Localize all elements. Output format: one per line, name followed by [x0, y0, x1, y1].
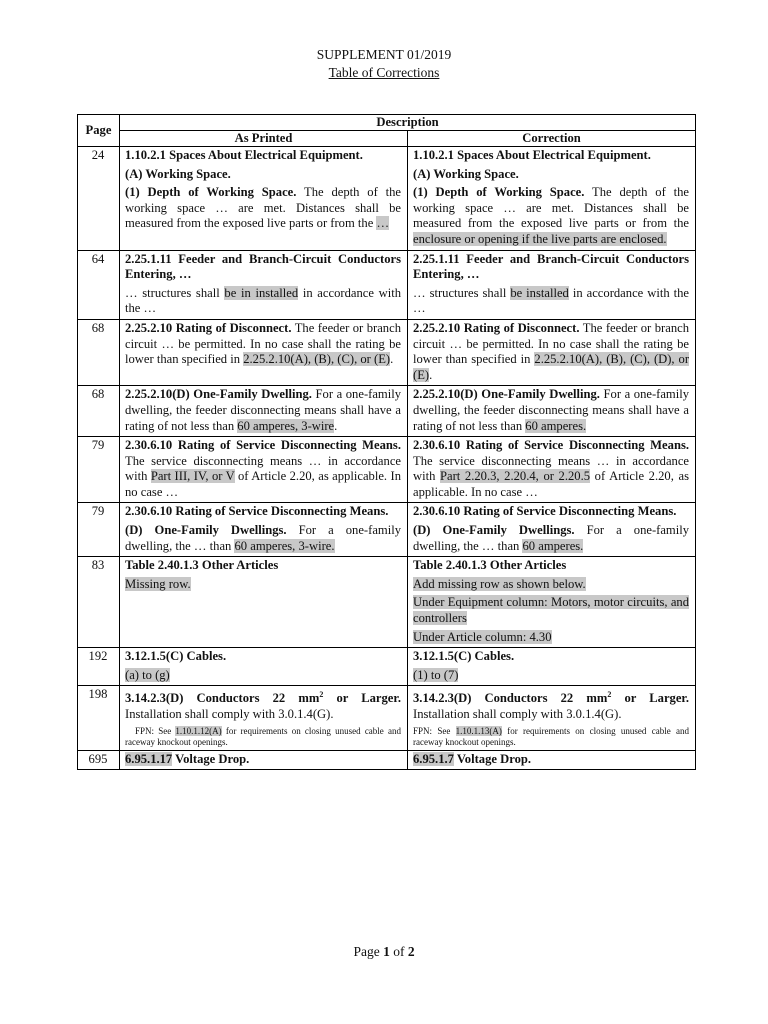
highlighted-text: Add missing row as shown below. [413, 576, 586, 591]
text-segment: (D) One-Family Dwellings. [413, 523, 575, 538]
text-segment: Voltage Drop. [453, 751, 532, 766]
table-row [78, 750, 696, 770]
text-segment: 2.25.1.11 Feeder and Branch-Circuit Conductors Entering, … [413, 251, 690, 282]
page-number-cell: 695 [78, 750, 120, 770]
as-printed-cell [120, 750, 408, 770]
text-segment: 2.25.2.10(D) One-Family Dwelling. [125, 387, 312, 402]
text-segment: The feeder or branch circuit … be permitted. In no case shall the rating be lower than specified in [413, 320, 690, 367]
cell-paragraph [413, 387, 689, 434]
text-segment: 2.25.2.10 Rating of Disconnect. [413, 320, 580, 335]
text-segment: For a one-family dwelling, the feeder disconnecting means shall have a rating of not less than [413, 387, 690, 433]
cell-paragraph [413, 148, 689, 164]
text-segment: 1.10.2.1 Spaces About Electrical Equipment. [125, 148, 363, 162]
page-number-cell: 68 [78, 386, 120, 437]
cell-paragraph [413, 649, 689, 665]
cell-paragraph [125, 321, 401, 368]
highlighted-text: Under Equipment column: Motors, motor circuits, and controllers [413, 595, 690, 626]
cell-paragraph [413, 687, 689, 722]
highlighted-text: 1.10.1.12(A) [175, 725, 222, 736]
as-printed-cell [120, 648, 408, 686]
header-row-sub [78, 131, 696, 147]
header-row-top [78, 115, 696, 131]
highlighted-text: be installed [510, 285, 569, 300]
cell-paragraph [125, 668, 401, 684]
document-header [0, 46, 768, 82]
supplement-title: SUPPLEMENT 01/2019 [316, 47, 452, 62]
cell-paragraph [125, 387, 401, 434]
cell-paragraph [125, 167, 401, 183]
cell-paragraph [125, 185, 401, 232]
text-segment: Installation shall comply with 3.0.1.4(G). [413, 707, 622, 722]
current-page-number: 1 [383, 944, 390, 959]
page-number-cell: 79 [78, 437, 120, 503]
correction-cell [408, 503, 696, 557]
table-row [78, 250, 696, 319]
page-number-cell: 79 [78, 503, 120, 557]
highlighted-text: Missing row. [125, 576, 191, 591]
text-segment: 2.30.6.10 Rating of Service Disconnecting Means. [413, 438, 690, 453]
highlighted-text: enclosure or opening if the live parts are enclosed. [413, 231, 667, 246]
text-segment: 3.12.1.5(C) Cables. [125, 649, 227, 664]
text-segment: (A) Working Space. [413, 166, 519, 181]
total-pages-number: 2 [407, 944, 415, 959]
page-number-cell: 64 [78, 250, 120, 319]
cell-paragraph [125, 148, 401, 164]
cell-paragraph [413, 438, 689, 500]
cell-paragraph [125, 726, 401, 748]
cell-paragraph [413, 523, 689, 554]
text-segment: Table 2.40.1.3 Other Articles [413, 558, 567, 573]
text-segment: The feeder or branch circuit … be permitted. In no case shall the rating be lower than specified in [125, 320, 401, 367]
text-segment: 3.12.1.5(C) Cables. [413, 649, 515, 664]
highlighted-text: Under Article column: 4.30 [413, 629, 552, 644]
text-segment: 2 [319, 690, 324, 700]
footer-prefix: Page [353, 944, 384, 959]
table-row [78, 437, 696, 503]
highlighted-text: 2.25.2.10(A), (B), (C), (D), or (E) [413, 352, 690, 382]
table-header [78, 115, 696, 147]
cell-paragraph [413, 630, 689, 646]
correction-column-header: Correction [408, 131, 696, 147]
table-row [78, 686, 696, 750]
text-segment: 2.25.2.10 Rating of Disconnect. [125, 320, 292, 335]
cell-paragraph [413, 252, 689, 283]
table-row [78, 648, 696, 686]
cell-paragraph [413, 668, 689, 684]
table-subtitle: Table of Corrections [328, 65, 440, 80]
text-segment: for requirements on closing unused cable and raceway knockout openings. [125, 725, 401, 747]
correction-cell [408, 648, 696, 686]
highlighted-text: 60 amperes, 3-wire [237, 418, 335, 433]
cell-paragraph [125, 504, 401, 520]
page-number-cell: 198 [78, 686, 120, 750]
cell-paragraph [125, 752, 401, 768]
cell-paragraph [413, 752, 689, 768]
highlighted-text: 6.95.1.17 [125, 751, 173, 766]
correction-cell [408, 250, 696, 319]
text-segment: . [334, 418, 338, 433]
as-printed-cell [120, 437, 408, 503]
text-segment: 3.14.2.3(D) Conductors 22 mm [125, 691, 320, 706]
highlighted-text: be in installed [224, 285, 299, 300]
cell-paragraph [413, 286, 689, 317]
correction-cell [408, 686, 696, 750]
highlighted-text: (1) to (7) [413, 667, 459, 682]
text-segment: in accordance with the … [413, 285, 689, 316]
cell-paragraph [125, 286, 401, 317]
correction-cell [408, 386, 696, 437]
text-segment: of Article 2.20, as applicable. In no case … [125, 469, 401, 499]
as-printed-column-header: As Printed [120, 131, 408, 147]
cell-paragraph [125, 687, 401, 722]
correction-cell [408, 319, 696, 385]
text-segment: . [429, 367, 433, 382]
page-number-cell: 24 [78, 147, 120, 251]
text-segment: (D) One-Family Dwellings. [125, 523, 287, 538]
as-printed-cell [120, 147, 408, 251]
text-segment: 2.25.1.11 Feeder and Branch-Circuit Conductors Entering, … [125, 251, 401, 282]
text-segment: for requirements on closing unused cable and raceway knockout openings. [413, 725, 690, 747]
cell-paragraph [125, 558, 401, 574]
text-segment: … structures shall [125, 285, 225, 300]
highlighted-text: 1.10.1.13(A) [455, 725, 502, 736]
correction-cell [408, 557, 696, 648]
page-number-cell: 83 [78, 557, 120, 648]
cell-paragraph [125, 577, 401, 593]
text-segment: For a one-family dwelling, the … than [413, 523, 690, 553]
correction-cell [408, 437, 696, 503]
cell-paragraph [413, 726, 689, 748]
table-row [78, 147, 696, 251]
as-printed-cell [120, 503, 408, 557]
cell-paragraph [413, 504, 689, 520]
table-row [78, 503, 696, 557]
text-segment: For a one-family dwelling, the feeder disconnecting means shall have a rating of not less than [125, 387, 402, 433]
text-segment: For a one-family dwelling, the … than [125, 523, 401, 553]
page-footer [0, 944, 768, 960]
text-segment: . [390, 352, 394, 367]
page-number-cell: 192 [78, 648, 120, 686]
text-segment: The service disconnecting means … in accordance with [125, 453, 401, 484]
cell-paragraph [125, 438, 401, 500]
footer-of: of [389, 944, 408, 959]
highlighted-text: 60 amperes. [522, 538, 584, 553]
text-segment: 3.14.2.3(D) Conductors 22 mm [413, 691, 608, 706]
as-printed-cell [120, 686, 408, 750]
corrections-table [77, 114, 696, 770]
text-segment: in accordance with the … [125, 285, 401, 316]
highlighted-text: Part 2.20.3, 2.20.4, or 2.20.5 [440, 469, 591, 484]
cell-paragraph [125, 252, 401, 283]
cell-paragraph [125, 649, 401, 665]
text-segment: or Larger. [611, 691, 690, 706]
text-segment: (A) Working Space. [125, 166, 231, 181]
table-row [78, 319, 696, 385]
correction-cell [408, 750, 696, 770]
page-number-cell: 68 [78, 319, 120, 385]
text-segment: 2 [607, 690, 612, 700]
text-segment: of Article 2.20, as applicable. In no case … [413, 469, 689, 499]
table-row [78, 557, 696, 648]
correction-cell [408, 147, 696, 251]
table-body [78, 147, 696, 770]
cell-paragraph [413, 167, 689, 183]
text-segment: FPN: See [135, 725, 176, 736]
text-segment: Installation shall comply with 3.0.1.4(G). [125, 707, 334, 722]
text-segment: Voltage Drop. [172, 751, 250, 766]
as-printed-cell [120, 319, 408, 385]
text-segment: Table 2.40.1.3 Other Articles [125, 558, 279, 573]
text-segment: (1) Depth of Working Space. [125, 185, 297, 200]
highlighted-text: 60 amperes. [525, 418, 587, 433]
highlighted-text: 6.95.1.7 [413, 751, 454, 766]
page-column-header: Page [78, 115, 120, 147]
text-segment: The depth of the working space … are met. Distances shall be measured from the exposed live parts or from the [413, 185, 690, 231]
as-printed-cell [120, 386, 408, 437]
cell-paragraph [125, 523, 401, 554]
highlighted-text: (a) to (g) [125, 667, 170, 682]
table-row [78, 386, 696, 437]
description-column-header: Description [120, 115, 696, 131]
cell-paragraph [413, 185, 689, 247]
cell-paragraph [413, 577, 689, 593]
text-segment: The depth of the working space … are met. Distances shall be measured from the exposed live parts or from the [125, 185, 401, 231]
text-segment: or Larger. [323, 691, 401, 706]
text-segment: (1) Depth of Working Space. [413, 185, 585, 200]
highlighted-text: 60 amperes, 3-wire. [234, 538, 335, 553]
cell-paragraph [413, 321, 689, 383]
as-printed-cell [120, 557, 408, 648]
text-segment: 2.30.6.10 Rating of Service Disconnecting Means. [125, 504, 389, 519]
as-printed-cell [120, 250, 408, 319]
text-segment: 2.30.6.10 Rating of Service Disconnecting Means. [413, 504, 677, 519]
text-segment: 2.25.2.10(D) One-Family Dwelling. [413, 387, 600, 402]
text-segment: 1.10.2.1 Spaces About Electrical Equipment. [413, 148, 651, 162]
highlighted-text: 2.25.2.10(A), (B), (C), or (E) [243, 352, 391, 367]
text-segment: FPN: See [413, 725, 456, 736]
highlighted-text: Part III, IV, or V [150, 469, 235, 484]
text-segment: … structures shall [413, 285, 511, 300]
text-segment: 2.30.6.10 Rating of Service Disconnecting Means. [125, 438, 401, 453]
highlighted-text: … [376, 216, 390, 231]
text-segment: The service disconnecting means … in accordance with [413, 453, 690, 484]
cell-paragraph [413, 558, 689, 574]
cell-paragraph [413, 595, 689, 626]
